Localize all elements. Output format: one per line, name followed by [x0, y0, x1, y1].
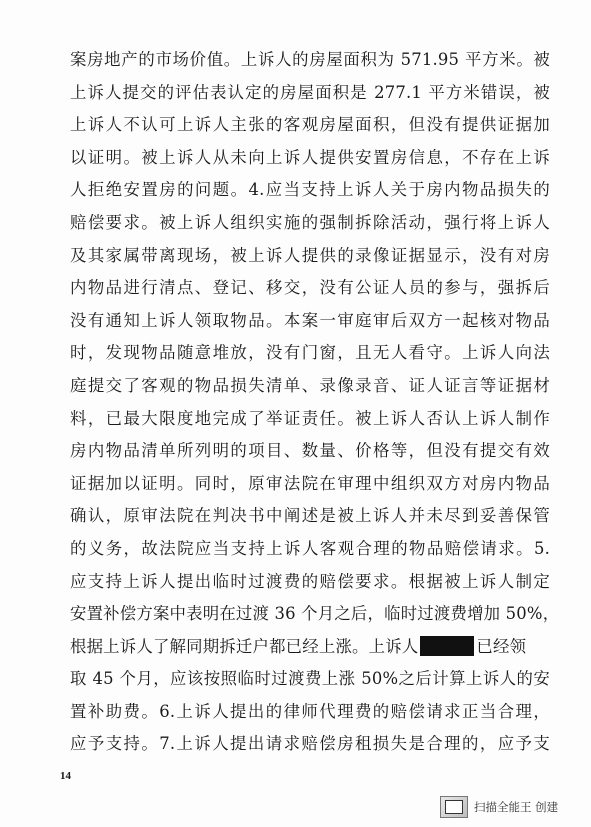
text-line: 时，发现物品随意堆放，没有门窗，且无人看守。上诉人向法: [70, 343, 550, 363]
text-line: 及其家属带离现场，被上诉人提供的录像证据显示，没有对房: [70, 245, 550, 265]
text-line: 证据加以证明。同时，原审法院在审理中组织双方对房内物品: [70, 473, 550, 493]
text-line: 取 45 个月，应该按照临时过渡费上涨 50%之后计算上诉人的安: [70, 669, 550, 689]
text-line: 的义务，故法院应当支持上诉人客观合理的物品赔偿请求。5.: [70, 538, 550, 558]
text-line: 以证明。被上诉人从未向上诉人提供安置房信息，不存在上诉: [70, 147, 550, 167]
text-line-redacted: [70, 631, 550, 664]
redaction-block: [420, 636, 474, 656]
text-line: 内物品进行清点、登记、移交，没有公证人员的参与，强拆后: [70, 278, 550, 298]
text-line: 应予支持。7.上诉人提出请求赔偿房租损失是合理的，应予支: [70, 734, 550, 754]
text-line: 案房地产的市场价值。上诉人的房屋面积为 571.95 平方米。被: [70, 50, 550, 69]
text-line: 应支持上诉人提出临时过渡费的赔偿要求。根据被上诉人制定: [70, 571, 550, 591]
text-line: 置补助费。6.上诉人提出的律师代理费的赔偿请求正当合理，: [70, 701, 550, 721]
text-line: 安置补偿方案中表明在过渡 36 个月之后，临时过渡费增加 50%，: [70, 604, 560, 624]
text-line: 赔偿要求。被上诉人组织实施的强制拆除活动，强行将上诉人: [70, 212, 550, 232]
text-line: 料，已最大限度地完成了举证责任。被上诉人否认上诉人制作: [70, 408, 550, 428]
watermark-text: 扫描全能王 创建: [474, 800, 559, 814]
text-line: 确认，原审法院在判决书中阐述是被上诉人并未尽到妥善保管: [70, 506, 550, 526]
page-number: 14: [60, 770, 71, 782]
text-line: 上诉人提交的评估表认定的房屋面积是 277.1 平方米错误，被: [70, 82, 550, 102]
text-line: 庭提交了客观的物品损失清单、录像录音、证人证言等证据材: [70, 375, 550, 395]
scanner-watermark: [440, 795, 558, 819]
camscanner-logo-icon: [440, 796, 468, 818]
text-line: 房内物品清单所列明的项目、数量、价格等，但没有提交有效: [70, 441, 550, 461]
text-line: 人拒绝安置房的问题。4.应当支持上诉人关于房内物品损失的: [70, 180, 550, 200]
text-segment: 已经领: [476, 636, 527, 656]
text-segment: 根据上诉人了解同期拆迁户都已经上涨。上诉人: [70, 636, 419, 656]
text-line: 没有通知上诉人领取物品。本案一审庭审后双方一起核对物品: [70, 310, 550, 330]
text-line: 上诉人不认可上诉人主张的客观房屋面积，但没有提供证据加: [70, 115, 550, 135]
body-text: [70, 44, 560, 761]
